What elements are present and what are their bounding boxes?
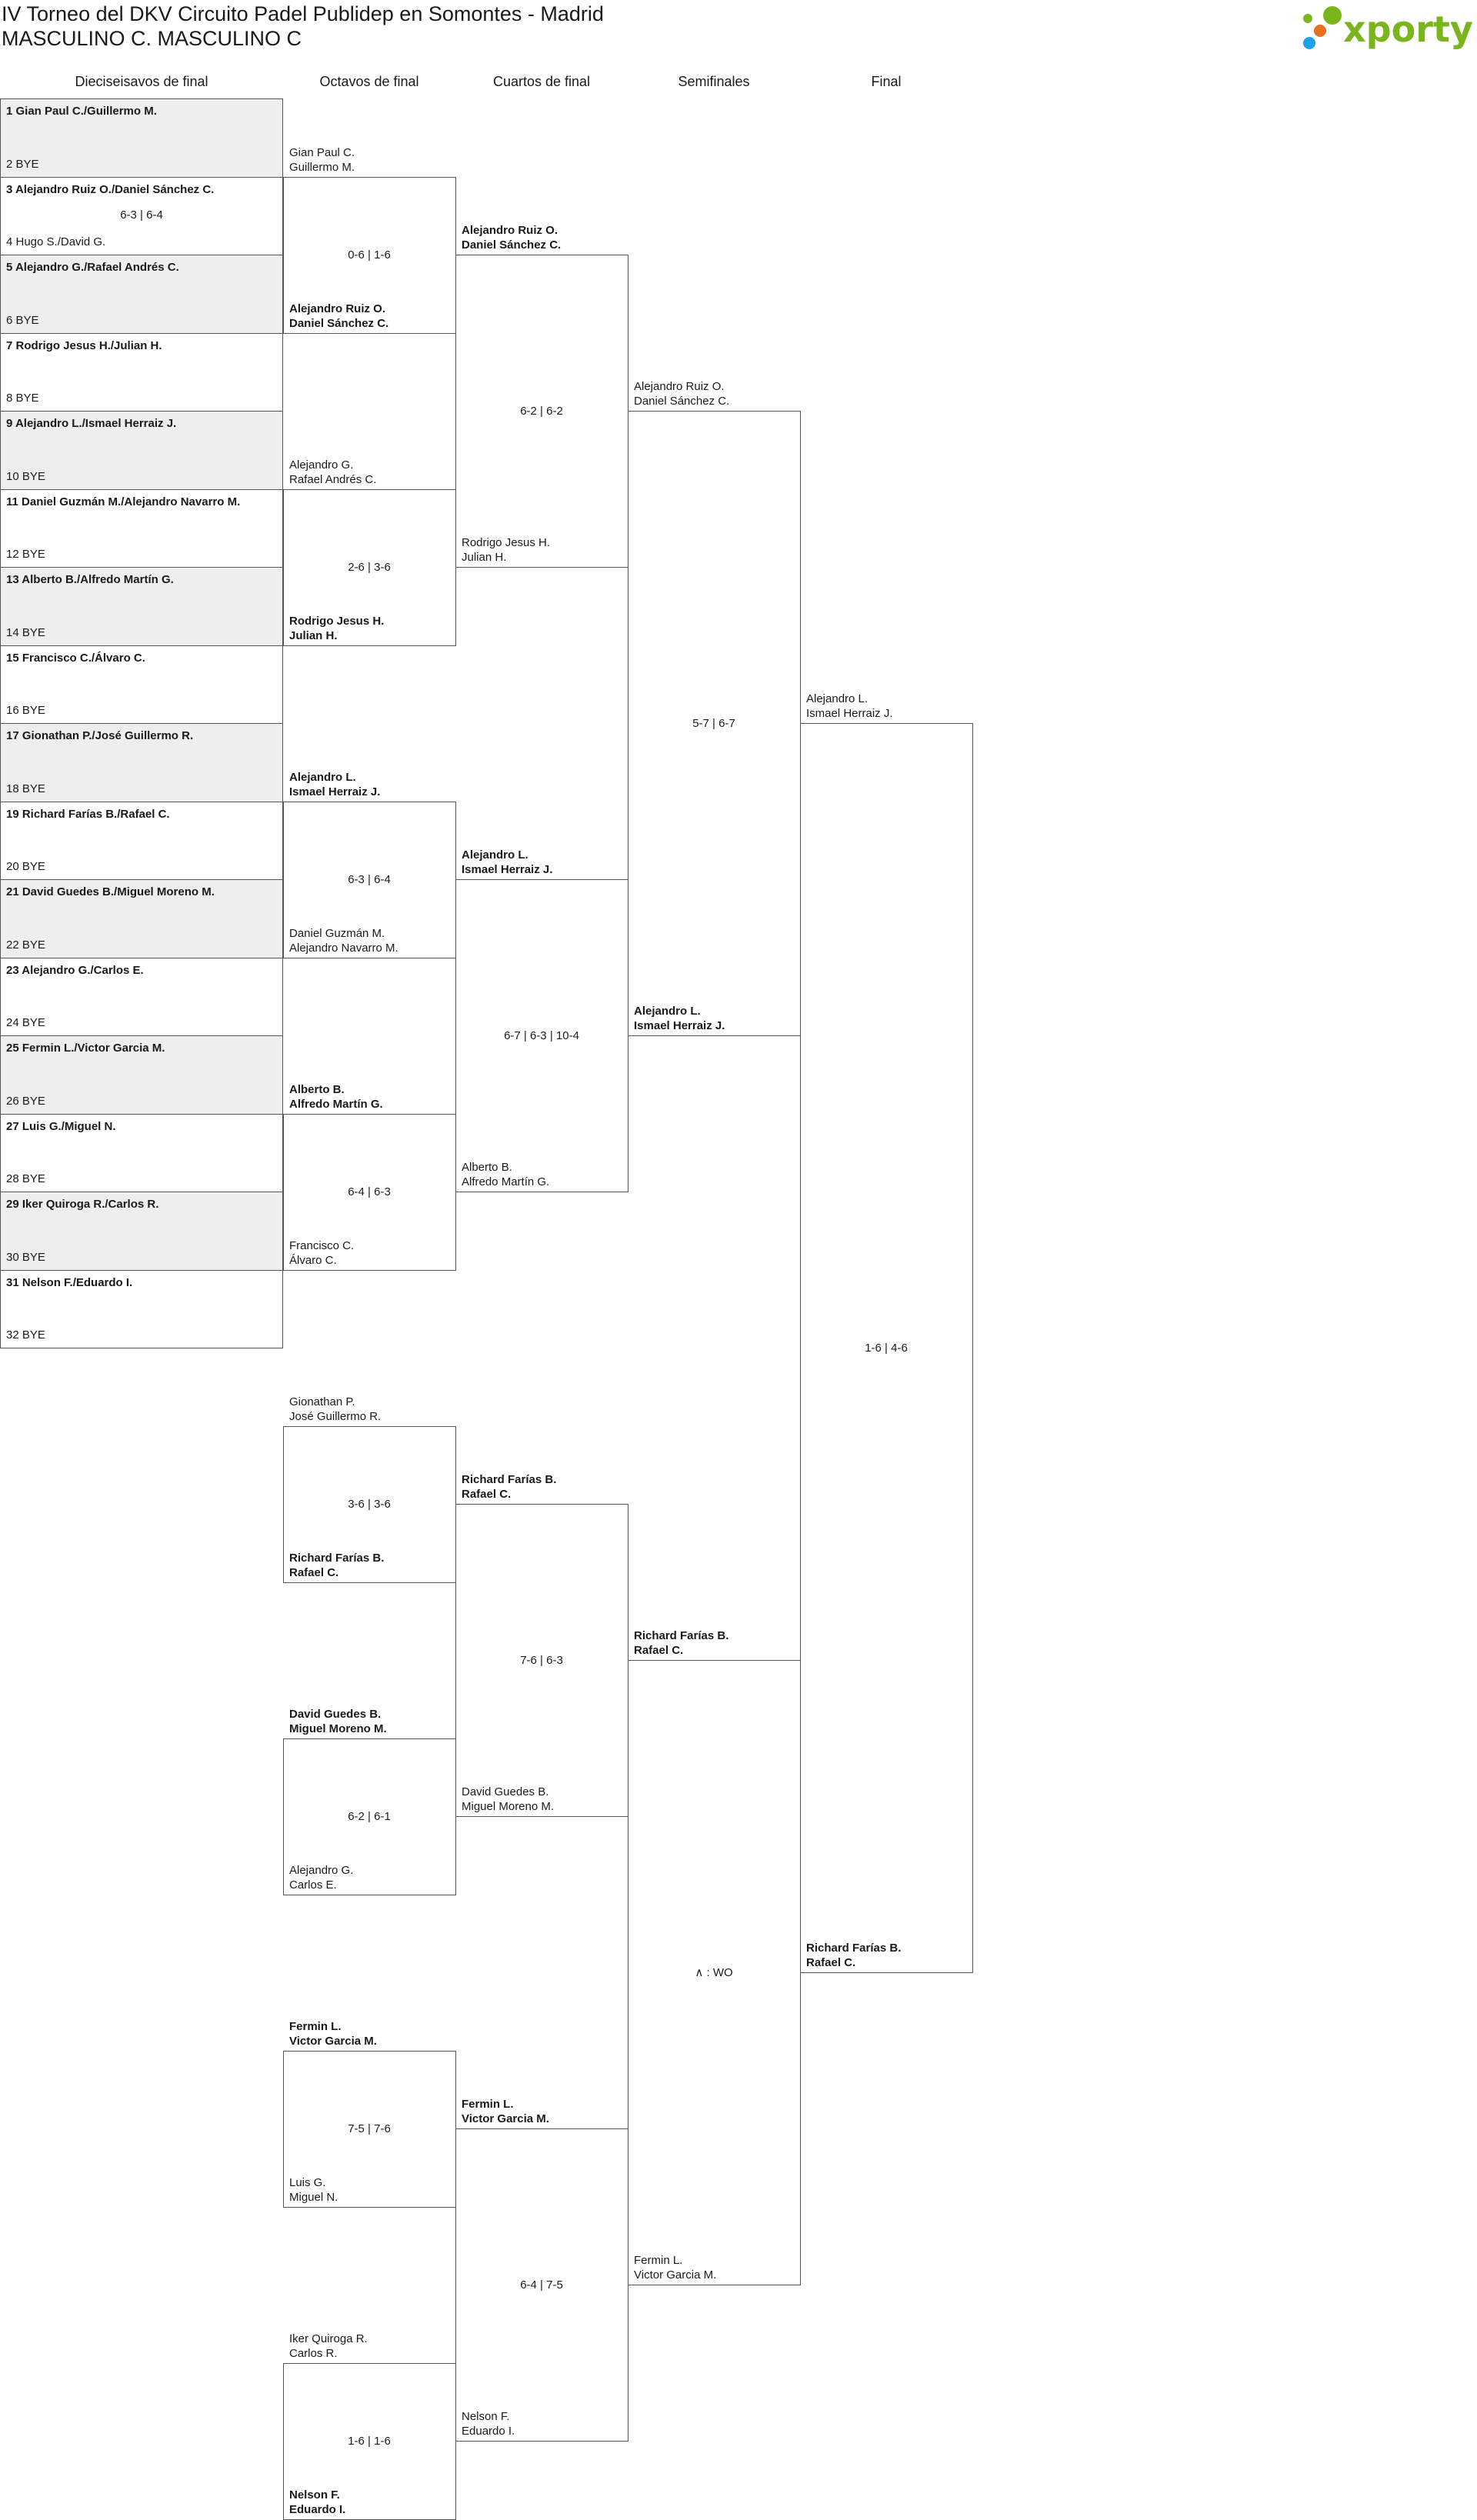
team-entry: 28 BYE xyxy=(6,1172,45,1185)
team-name: Fermin L. xyxy=(462,2098,514,2111)
team-name: Miguel N. xyxy=(289,2190,338,2204)
team-name: Carlos E. xyxy=(289,1878,337,1892)
team-name: Miguel Moreno M. xyxy=(462,1800,555,1813)
team-name: Julian H. xyxy=(462,551,507,564)
team-entry: 20 BYE xyxy=(6,860,45,873)
team-name: Eduardo I. xyxy=(289,2502,346,2516)
team-name: Ismael Herraiz J. xyxy=(462,863,553,876)
team-name: Alejandro Ruiz O. xyxy=(634,380,725,393)
team-name: Alfredo Martín G. xyxy=(462,1175,550,1188)
match-score: 2-6 | 3-6 xyxy=(348,560,391,574)
round-header-dieciseisavos: Dieciseisavos de final xyxy=(75,74,208,89)
team-entry: 15 Francisco C./Álvaro C. xyxy=(6,651,145,665)
tournament-title: IV Torneo del DKV Circuito Padel Publidep en Somontes - Madrid xyxy=(2,2,604,25)
team-name: Fermin L. xyxy=(289,2019,342,2033)
logo-text: xporty xyxy=(1343,8,1473,50)
team-entry: 5 Alejandro G./Rafael Andrés C. xyxy=(6,261,179,274)
match-score: 6-4 | 7-5 xyxy=(520,2278,563,2292)
team-name: Daniel Sánchez C. xyxy=(462,238,562,252)
team-name: Eduardo I. xyxy=(462,2425,515,2438)
match-score: 3-6 | 3-6 xyxy=(348,1497,391,1511)
team-entry: 7 Rodrigo Jesus H./Julian H. xyxy=(6,338,162,352)
team-name: Ismael Herraiz J. xyxy=(289,785,381,798)
team-name: Ismael Herraiz J. xyxy=(634,1019,725,1032)
team-entry: 4 Hugo S./David G. xyxy=(6,235,106,248)
round-header-cuartos: Cuartos de final xyxy=(492,74,591,89)
match-score: 0-6 | 1-6 xyxy=(348,248,391,262)
team-name: Alejandro G. xyxy=(289,458,354,472)
team-name: Alejandro Ruiz O. xyxy=(289,302,386,315)
team-name: Alberto B. xyxy=(462,1161,512,1174)
team-entry: 19 Richard Farías B./Rafael C. xyxy=(6,807,170,821)
team-name: Alejandro L. xyxy=(806,692,869,705)
team-name: David Guedes B. xyxy=(289,1707,382,1721)
team-entry: 11 Daniel Guzmán M./Alejandro Navarro M. xyxy=(6,495,241,508)
team-entry: 9 Alejandro L./Ismael Herraiz J. xyxy=(6,417,177,430)
match-score: 6-2 | 6-1 xyxy=(348,1809,391,1823)
match-score: 1-6 | 4-6 xyxy=(865,1341,908,1355)
team-entry: 27 Luis G./Miguel N. xyxy=(6,1119,116,1133)
team-name: Victor Garcia M. xyxy=(462,2112,549,2125)
team-name: Gionathan P. xyxy=(289,1395,355,1408)
match-score: 1-6 | 1-6 xyxy=(348,2434,391,2448)
team-entry: 1 Gian Paul C./Guillermo M. xyxy=(6,105,157,118)
match-score: 6-7 | 6-3 | 10-4 xyxy=(504,1028,579,1042)
team-entry: 24 BYE xyxy=(6,1016,45,1029)
match-score: ∧ : WO xyxy=(695,1965,733,1979)
team-entry: 6 BYE xyxy=(6,313,39,327)
round-header-semifinales: Semifinales xyxy=(678,74,750,89)
team-name: José Guillermo R. xyxy=(289,1409,382,1423)
team-name: Rafael C. xyxy=(289,1565,339,1579)
team-name: Álvaro C. xyxy=(289,1253,337,1267)
team-entry: 8 BYE xyxy=(6,392,39,405)
team-entry: 13 Alberto B./Alfredo Martín G. xyxy=(6,573,174,586)
team-name: Julian H. xyxy=(289,628,338,642)
team-entry: 2 BYE xyxy=(6,157,39,171)
match-score: 6-4 | 6-3 xyxy=(348,1185,391,1198)
match-score: 6-3 | 6-4 xyxy=(120,208,163,222)
team-name: Alberto B. xyxy=(289,1082,345,1096)
match-score: 7-5 | 7-6 xyxy=(348,2122,391,2135)
team-name: Victor Garcia M. xyxy=(289,2034,377,2048)
team-name: David Guedes B. xyxy=(462,1785,549,1798)
team-name: Fermin L. xyxy=(634,2254,683,2267)
team-name: Nelson F. xyxy=(289,2488,340,2502)
team-entry: 32 BYE xyxy=(6,1328,45,1342)
match-score: 7-6 | 6-3 xyxy=(520,1653,563,1667)
team-name: Rafael C. xyxy=(462,1488,512,1501)
team-entry: 31 Nelson F./Eduardo I. xyxy=(6,1275,133,1289)
team-entry: 16 BYE xyxy=(6,704,45,717)
team-name: Richard Farías B. xyxy=(634,1629,729,1642)
round-header-octavos: Octavos de final xyxy=(319,74,419,89)
team-name: Richard Farías B. xyxy=(806,1942,902,1955)
team-name: Alejandro Ruiz O. xyxy=(462,224,558,237)
team-entry: 10 BYE xyxy=(6,469,45,483)
team-name: Alejandro Navarro M. xyxy=(289,941,398,955)
team-name: Francisco C. xyxy=(289,1238,355,1252)
team-name: Alejandro G. xyxy=(289,1863,354,1877)
round-header-final: Final xyxy=(871,74,902,89)
team-name: Richard Farías B. xyxy=(289,1551,385,1565)
team-name: Alfredo Martín G. xyxy=(289,1097,383,1111)
team-name: Ismael Herraiz J. xyxy=(806,707,893,720)
team-entry: 25 Fermin L./Victor Garcia M. xyxy=(6,1042,165,1055)
team-entry: 14 BYE xyxy=(6,625,45,639)
team-entry: 21 David Guedes B./Miguel Moreno M. xyxy=(6,885,215,898)
team-entry: 12 BYE xyxy=(6,548,45,561)
team-name: Daniel Guzmán M. xyxy=(289,926,385,940)
team-name: Rodrigo Jesus H. xyxy=(462,536,551,549)
match-score: 6-3 | 6-4 xyxy=(348,872,391,886)
team-name: Luis G. xyxy=(289,2175,326,2189)
team-name: Iker Quiroga R. xyxy=(289,2332,368,2345)
team-name: Daniel Sánchez C. xyxy=(289,316,389,330)
team-name: Miguel Moreno M. xyxy=(289,1722,387,1735)
team-entry: 18 BYE xyxy=(6,782,45,795)
team-name: Victor Garcia M. xyxy=(634,2268,717,2282)
team-name: Rafael Andrés C. xyxy=(289,472,377,486)
team-name: Alejandro L. xyxy=(462,848,528,862)
team-entry: 17 Gionathan P./José Guillermo R. xyxy=(6,729,194,742)
category-title: MASCULINO C. MASCULINO C xyxy=(2,27,302,50)
team-entry: 30 BYE xyxy=(6,1250,45,1264)
team-entry: 22 BYE xyxy=(6,938,45,952)
team-name: Guillermo M. xyxy=(289,160,355,174)
team-name: Alejandro L. xyxy=(634,1005,701,1018)
match-score: 6-2 | 6-2 xyxy=(520,404,563,418)
team-entry: 23 Alejandro G./Carlos E. xyxy=(6,963,144,977)
team-entry: 3 Alejandro Ruiz O./Daniel Sánchez C. xyxy=(6,182,215,196)
team-name: Rodrigo Jesus H. xyxy=(289,614,385,628)
team-name: Daniel Sánchez C. xyxy=(634,395,730,408)
team-name: Rafael C. xyxy=(634,1644,684,1657)
team-entry: 29 Iker Quiroga R./Carlos R. xyxy=(6,1198,159,1211)
team-name: Gian Paul C. xyxy=(289,145,355,159)
team-name: Rafael C. xyxy=(806,1956,856,1969)
team-name: Alejandro L. xyxy=(289,770,356,784)
match-score: 5-7 | 6-7 xyxy=(692,716,735,730)
team-name: Carlos R. xyxy=(289,2346,338,2360)
team-name: Richard Farías B. xyxy=(462,1473,557,1486)
team-name: Nelson F. xyxy=(462,2410,510,2423)
team-entry: 26 BYE xyxy=(6,1094,45,1108)
